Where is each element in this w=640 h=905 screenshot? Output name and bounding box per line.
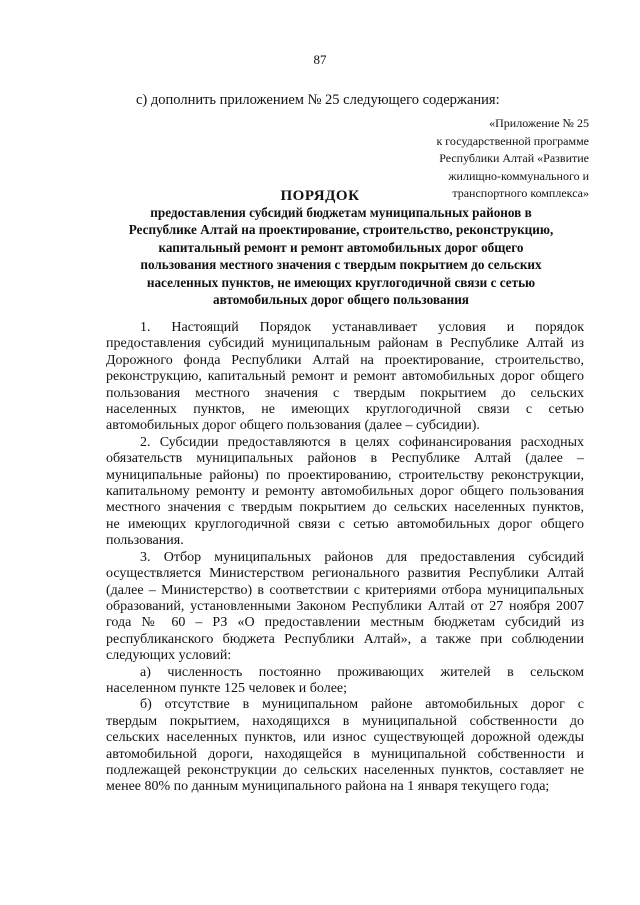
- paragraph-line: населенном пункте 125 человек и более;: [106, 680, 348, 696]
- subtitle-line: капитальный ремонт и ремонт автомобильных дорог общего: [158, 239, 524, 255]
- paragraph-line: реконструкцию, капитальный ремонт и ремонт автомобильных дорог общего: [106, 369, 584, 385]
- subtitle-line: автомобильных дорог общего пользования: [213, 292, 469, 308]
- paragraph-line: сельских населенных пунктов, или износ существующей дорожной одежды: [106, 730, 584, 746]
- annex-line: «Приложение № 25: [489, 116, 589, 130]
- paragraph-line: (далее – Министерство) в соответствии с критериями отбора муниципальных: [106, 582, 584, 598]
- annex-line: к государственной программе: [436, 133, 589, 148]
- paragraph-line: автомобильной дороги, находящейся в муниципальной собственности и: [106, 746, 584, 762]
- paragraph-line: населенных пунктов, не имеющих круглогодичной связи с сетью: [106, 402, 584, 418]
- paragraph-line: образований, установленными Законом Республики Алтай от 27 ноября 2007: [106, 598, 584, 614]
- paragraph-line: осуществляется Министерством регионального развития Республики Алтай: [106, 566, 584, 582]
- paragraph-line: Дорожного фонда Республики Алтай на проектирование, строительство,: [106, 352, 584, 368]
- paragraph: [106, 697, 584, 795]
- paragraph-line: пользования местного значения с твердым покрытием до сельских: [106, 385, 584, 401]
- paragraph-line: менее 80% по данным муниципального района на 1 января текущего года;: [106, 779, 550, 795]
- paragraph-line: республиканского бюджета Республики Алтай», а также при соблюдении: [106, 631, 584, 647]
- paragraph: [106, 320, 584, 435]
- paragraph-line: муниципальные районы) по проектированию, строительству реконструкции,: [106, 467, 584, 483]
- paragraph-line: б) отсутствие в муниципальном районе автомобильных дорог с: [140, 697, 584, 713]
- paragraph-line: не имеющих круглогодичной связи с сетью автомобильных дорог общего: [106, 516, 584, 532]
- annex-line: жилищно-коммунального и: [448, 168, 589, 183]
- paragraph-line: следующих условий:: [106, 648, 232, 664]
- paragraph: [106, 665, 584, 698]
- paragraph-line: 1. Настоящий Порядок устанавливает условия и порядок: [140, 320, 584, 335]
- paragraph-line: автомобильных дорог общего пользования (далее – субсидии).: [106, 418, 480, 434]
- subtitle-line: Республике Алтай на проектирование, строительство, реконструкцию,: [128, 222, 554, 238]
- paragraph: [106, 550, 584, 665]
- paragraph-line: 2. Субсидии предоставляются в целях софинансирования расходных: [140, 434, 584, 450]
- annex-line: транспортного комплекса»: [452, 186, 589, 201]
- subtitle-line: населенных пунктов, не имеющих круглогодичной связи с сетью: [146, 274, 536, 290]
- intro-line: с) дополнить приложением № 25 следующего содержания:: [136, 92, 500, 108]
- subtitle-line: предоставления субсидий бюджетам муниципальных районов в: [150, 205, 532, 220]
- paragraph-line: предоставления субсидий муниципальным районам в Республике Алтай из: [106, 336, 584, 352]
- subtitle-line: пользования местного значения с твердым покрытием до сельских: [140, 257, 542, 273]
- paragraph: [106, 435, 584, 550]
- paragraph-line: года № 60 – РЗ «О предоставлении местным бюджетам субсидий из: [106, 615, 584, 631]
- annex-line: Республики Алтай «Развитие: [439, 151, 589, 166]
- document-subtitle: [106, 204, 576, 308]
- paragraph-line: обязательств муниципальных районов в Республике Алтай (далее –: [106, 451, 584, 467]
- paragraph-line: твердым покрытием, находящихся в муниципальной собственности до: [106, 713, 584, 729]
- paragraph-line: местного значения с твердым покрытием до сельских населенных пунктов,: [106, 500, 584, 516]
- paragraph-line: подлежащей реконструкции до сельских населенных пунктов, составляет не: [106, 762, 584, 778]
- paragraph-line: капитальному ремонту и ремонту автомобильных дорог общего пользования: [106, 484, 584, 500]
- document-body: [106, 320, 584, 796]
- page-number: 87: [313, 52, 327, 67]
- paragraph-line: а) численность постоянно проживающих жителей в сельском: [140, 664, 584, 680]
- document-title: ПОРЯДОК: [280, 188, 360, 204]
- paragraph-line: пользования.: [106, 533, 184, 549]
- paragraph-line: 3. Отбор муниципальных районов для предоставления субсидий: [140, 549, 584, 565]
